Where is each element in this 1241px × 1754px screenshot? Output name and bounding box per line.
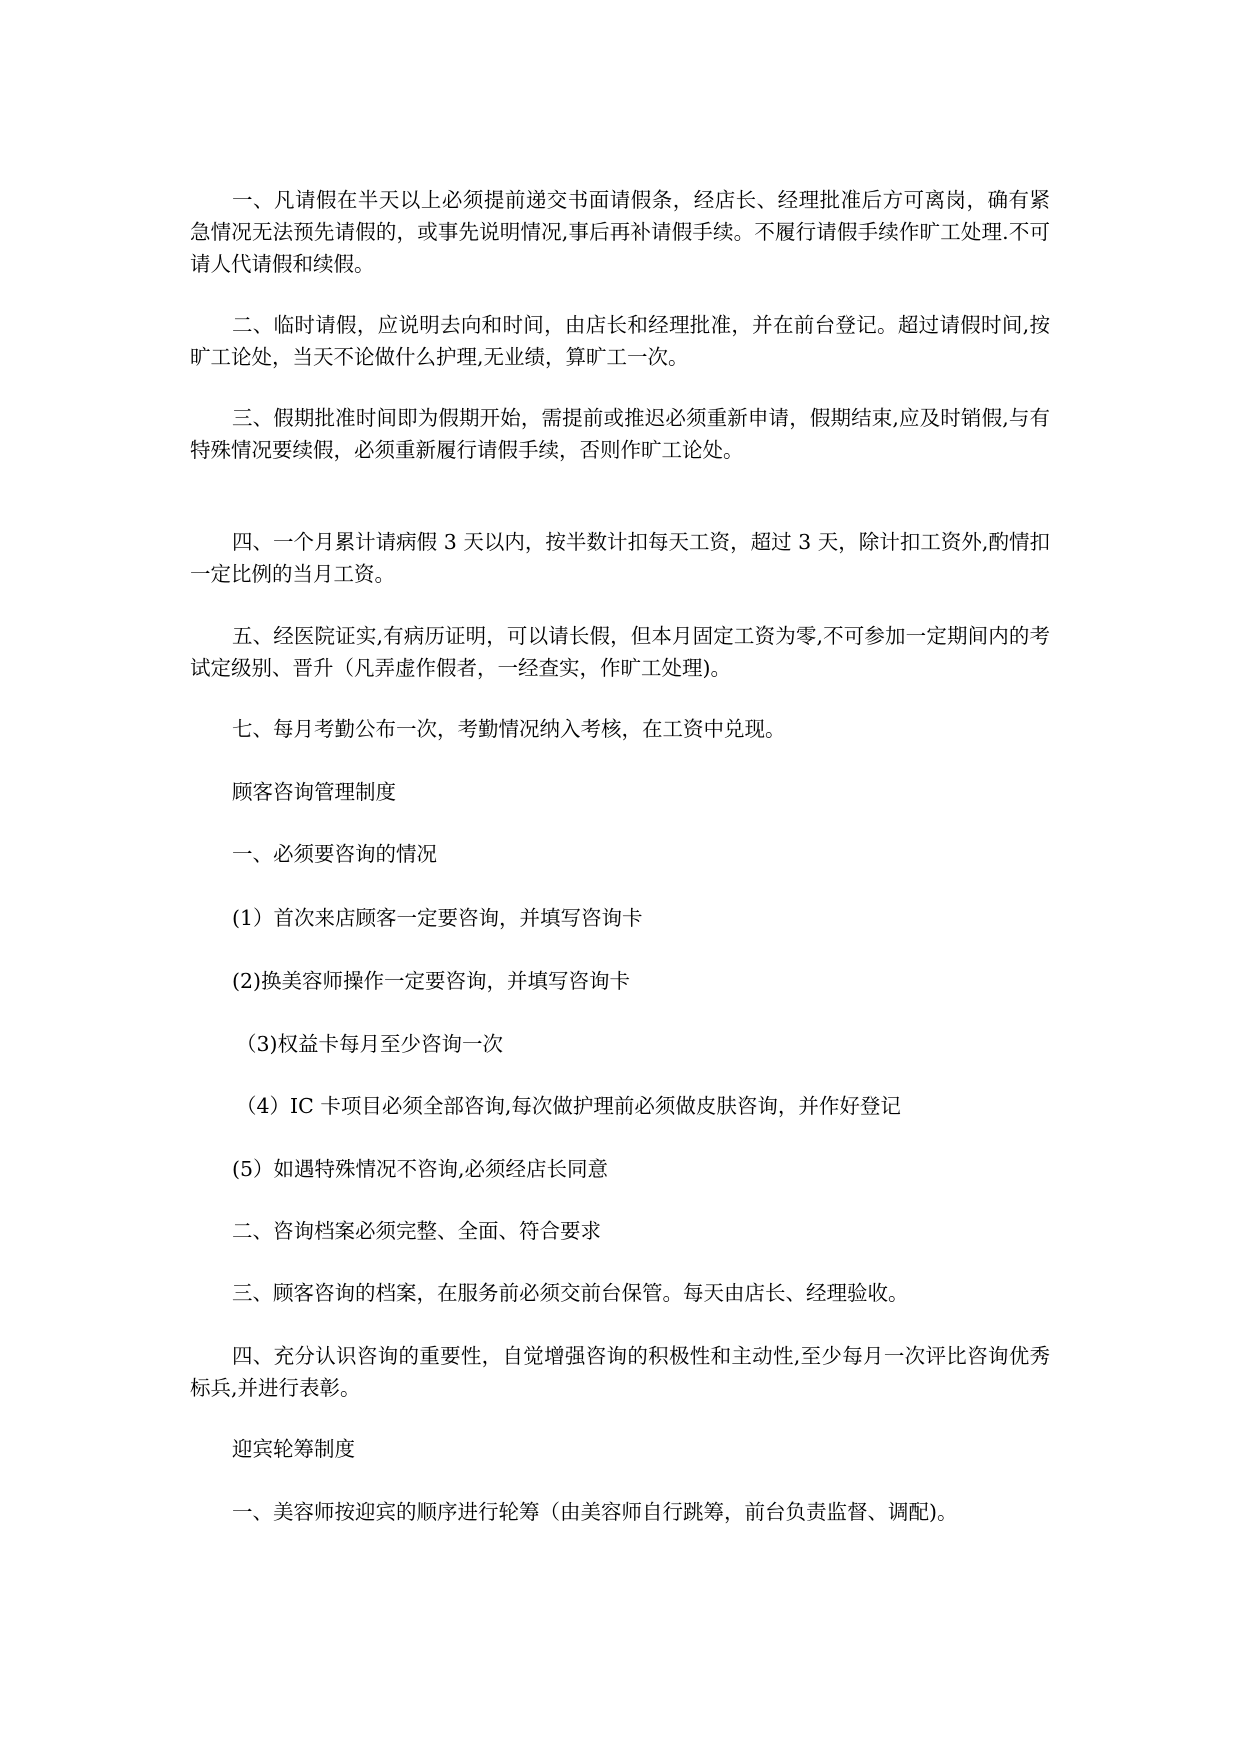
paragraph-sick-leave: 四、一个月累计请病假 3 天以内，按半数计扣每天工资，超过 3 天，除计扣工资外,酌情扣一定比例的当月工资。: [190, 530, 1050, 586]
list-item-consult-5: (5）如遇特殊情况不咨询,必须经店长同意: [232, 1157, 609, 1181]
item-consultation-custody: 三、顾客咨询的档案，在服务前必须交前台保管。每天由店长、经理验收。: [232, 1281, 909, 1305]
paragraph-leave-request: 一、凡请假在半天以上必须提前递交书面请假条，经店长、经理批准后方可离岗，确有紧急情况无法预先请假的，或事先说明情况,事后再补请假手续。不履行请假手续作旷工处理.不可请人代请假和续假。: [190, 188, 1050, 276]
item-consultation-archive: 二、咨询档案必须完整、全面、符合要求: [232, 1219, 601, 1243]
list-item-consult-1: (1）首次来店顾客一定要咨询，并填写咨询卡: [232, 906, 643, 930]
paragraph-hospital-proof: 五、经医院证实,有病历证明，可以请长假，但本月固定工资为零,不可参加一定期间内的考试定级别、晋升（凡弄虚作假者，一经查实，作旷工处理)。: [190, 624, 1050, 680]
paragraph-holiday-approval: 三、假期批准时间即为假期开始，需提前或推迟必须重新申请，假期结束,应及时销假,与有特殊情况要续假，必须重新履行请假手续，否则作旷工论处。: [190, 406, 1050, 462]
list-item-consult-4: （4）IC 卡项目必须全部咨询,每次做护理前必须做皮肤咨询，并作好登记: [236, 1094, 901, 1118]
list-item-consult-3: （3)权益卡每月至少咨询一次: [236, 1032, 504, 1056]
list-item-consult-2: (2)换美容师操作一定要咨询，并填写咨询卡: [232, 969, 631, 993]
paragraph-temporary-leave: 二、临时请假，应说明去向和时间，由店长和经理批准，并在前台登记。超过请假时间,按旷工论处，当天不论做什么护理,无业绩，算旷工一次。: [190, 313, 1050, 369]
section-title-greeting-rotation: 迎宾轮筹制度: [232, 1437, 355, 1461]
item-greeting-rotation-order: 一、美容师按迎宾的顺序进行轮筹（由美容师自行跳筹，前台负责监督、调配)。: [232, 1500, 958, 1524]
section-title-customer-consultation: 顾客咨询管理制度: [232, 780, 396, 804]
paragraph-monthly-attendance: 七、每月考勤公布一次，考勤情况纳入考核，在工资中兑现。: [232, 717, 786, 741]
item-consultation-cases: 一、必须要咨询的情况: [232, 842, 437, 866]
paragraph-consultation-importance: 四、充分认识咨询的重要性，自觉增强咨询的积极性和主动性,至少每月一次评比咨询优秀标兵,并进行表彰。: [190, 1344, 1050, 1400]
